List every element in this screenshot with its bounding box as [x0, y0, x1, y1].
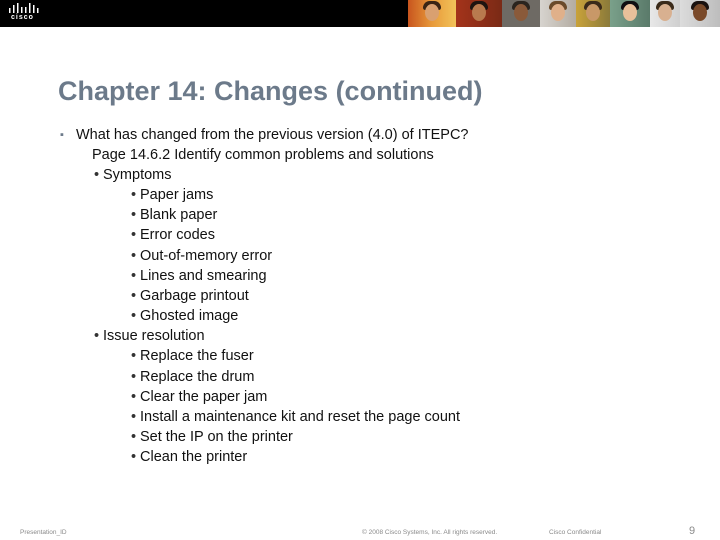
list-item: • Clean the printer	[140, 448, 247, 466]
person-photo-icon	[610, 0, 650, 27]
list-item: • Lines and smearing	[140, 267, 267, 285]
slide-title: Chapter 14: Changes (continued)	[58, 76, 483, 106]
list-item: • Ghosted image	[140, 307, 238, 325]
person-photo-icon	[680, 0, 720, 27]
section-heading-issue-resolution: • Issue resolution	[103, 327, 205, 345]
list-item: • Blank paper	[140, 206, 217, 224]
header-photo-strip	[408, 0, 720, 27]
person-photo-icon	[456, 0, 502, 27]
person-photo-icon	[408, 0, 456, 27]
header-bar	[0, 0, 720, 27]
footer-presentation-id: Presentation_ID	[20, 529, 67, 536]
footer-confidential: Cisco Confidential	[549, 529, 602, 536]
list-item: • Set the IP on the printer	[140, 428, 293, 446]
cisco-logo	[8, 3, 48, 23]
list-item: • Paper jams	[140, 186, 213, 204]
cisco-bridge-icon	[8, 3, 40, 13]
list-item: • Replace the drum	[140, 368, 254, 386]
list-item: • Install a maintenance kit and reset the page count	[140, 408, 460, 426]
page-number: 9	[689, 525, 696, 537]
main-bullet: ▪ What has changed from the previous version (4.0) of ITEPC?	[76, 126, 469, 144]
list-item: • Replace the fuser	[140, 347, 254, 365]
list-item: • Garbage printout	[140, 287, 249, 305]
list-item: • Error codes	[140, 226, 215, 244]
person-photo-icon	[650, 0, 680, 27]
list-item: • Clear the paper jam	[140, 388, 267, 406]
section-heading-symptoms: • Symptoms	[103, 166, 172, 184]
person-photo-icon	[502, 0, 540, 27]
person-photo-icon	[540, 0, 576, 27]
list-item: • Out-of-memory error	[140, 247, 272, 265]
cisco-logo-text: cisco	[11, 14, 34, 21]
footer-copyright: © 2008 Cisco Systems, Inc. All rights reserved.	[362, 529, 498, 536]
person-photo-icon	[576, 0, 610, 27]
page-reference: Page 14.6.2 Identify common problems and solutions	[92, 147, 434, 163]
